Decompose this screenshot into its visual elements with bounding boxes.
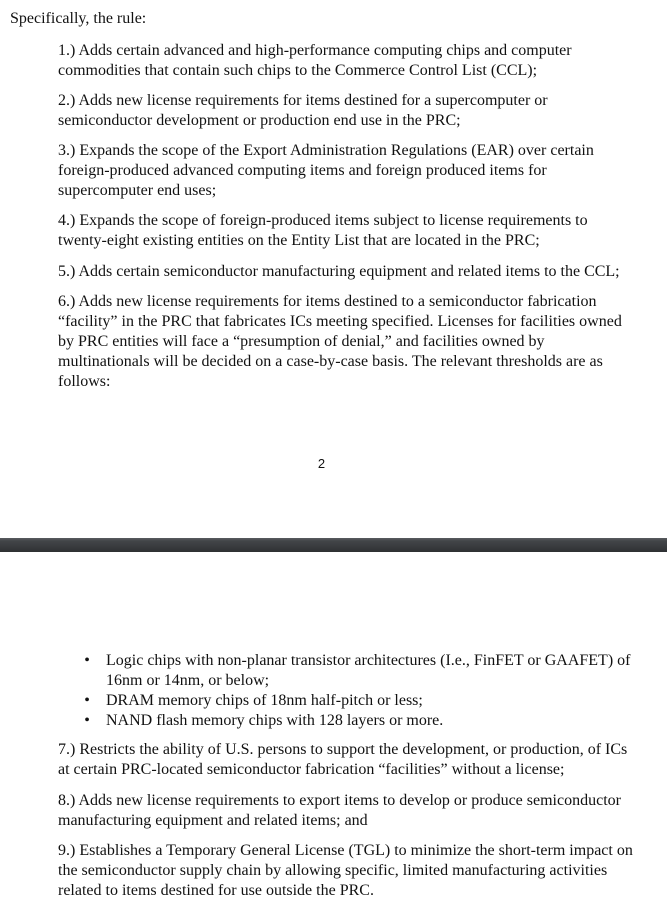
threshold-text: DRAM memory chips of 18nm half-pitch or less; [106, 692, 423, 709]
bullet-icon: • [84, 692, 90, 709]
threshold-item-dram [82, 691, 642, 711]
threshold-list [82, 651, 642, 731]
rule-item-4: 4.) Expands the scope of foreign-produced items subject to license requirements to twenty-eight existing entities on the Entity List that are located in the PRC; [58, 212, 588, 249]
threshold-item-logic [82, 651, 642, 691]
rule-item-1: 1.) Adds certain advanced and high-performance computing chips and computer commodities that contain such chips to the Commerce Control List (CCL); [58, 42, 572, 79]
threshold-text: NAND flash memory chips with 128 layers or more. [106, 712, 444, 729]
rule-item-7: 7.) Restricts the ability of U.S. persons to support the development, or production, of ICs at certain PRC-located semiconductor fabrication “facilities” without a license; [58, 741, 628, 778]
rule-item-2: 2.) Adds new license requirements for items destined for a supercomputer or semiconductor development or production end use in the PRC; [58, 92, 548, 129]
rule-item-5: 5.) Adds certain semiconductor manufacturing equipment and related items to the CCL; [58, 263, 620, 280]
rule-item-6: 6.) Adds new license requirements for items destined to a semiconductor fabrication “facility” in the PRC that fabricates ICs meeting specified. Licenses for facilities owned by PRC entities will face a “presumption of denial,” and facilities owned by multinationals will be decided on a case-by-case basis. The relevant thresholds are as follows: [58, 293, 622, 390]
threshold-text: Logic chips with non-planar transistor architectures (I.e., FinFET or GAAFET) of 16nm or 14nm, or below; [106, 652, 631, 689]
page-separator [0, 538, 667, 552]
bullet-icon: • [84, 712, 90, 729]
rule-item-9: 9.) Establishes a Temporary General License (TGL) to minimize the short-term impact on the semiconductor supply chain by allowing specific, limited manufacturing activities related to items destined for use outside the PRC. [58, 842, 633, 899]
rule-item-3: 3.) Expands the scope of the Export Administration Regulations (EAR) over certain foreign-produced advanced computing items and foreign produced items for supercomputer end uses; [58, 142, 594, 199]
page-number: 2 [317, 456, 326, 471]
threshold-item-nand [82, 711, 642, 731]
document-page-bottom [0, 552, 667, 904]
intro-text: Specifically, the rule: [10, 10, 147, 27]
bullet-icon: • [84, 652, 90, 669]
rule-item-8: 8.) Adds new license requirements to export items to develop or produce semiconductor manufacturing equipment and related items; and [58, 792, 621, 829]
